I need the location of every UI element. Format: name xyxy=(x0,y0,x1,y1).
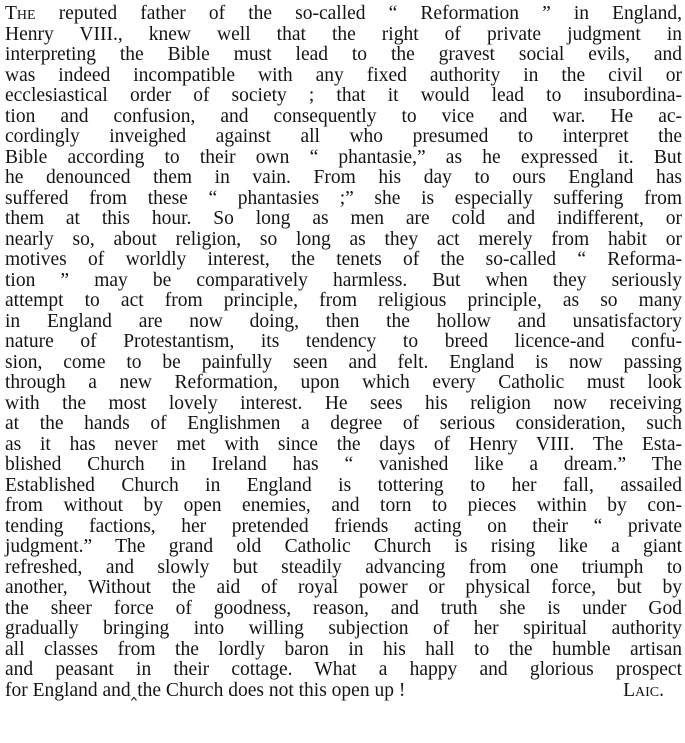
text-line: with the most lovely interest. He sees his religion now receiving xyxy=(5,392,682,414)
text-line xyxy=(5,4,682,25)
closing-text: for England and‸the Church does not this open up ! xyxy=(5,679,406,701)
text-line-content: reputed father of the so-called “ Reformation ” in England, xyxy=(35,3,682,24)
letter-body xyxy=(5,4,682,701)
text-line: gradually bringing into willing subjection of her spiritual authority xyxy=(5,618,682,639)
text-line: judgment.” The grand old Catholic Church is rising like a giant xyxy=(5,536,682,557)
text-line: tending factions, her pretended friends acting on their “ private xyxy=(5,515,682,537)
text-line: suffered from these “ phantasies ;” she is especially suffering from xyxy=(5,187,682,209)
text-line: at the hands of Englishmen a degree of serious consideration, such xyxy=(5,413,682,434)
text-line: through a new Reformation, upon which every Catholic must look xyxy=(5,372,682,393)
text-line: he denounced them in vain. From his day to ours England has xyxy=(5,167,682,188)
text-line: sion, come to be painfully seen and felt. England is now passing xyxy=(5,351,682,373)
text-line: refreshed, and slowly but steadily advancing from one triumph to xyxy=(5,556,682,578)
text-line: motives of worldly interest, the tenets of the so-called “ Reforma- xyxy=(5,249,682,270)
text-line: them at this hour. So long as men are cold and indifferent, or xyxy=(5,208,682,229)
signature: Laic. xyxy=(623,679,664,701)
text-line: nature of Protestantism, its tendency to breed licence-and confu- xyxy=(5,331,682,352)
text-line: tion and confusion, and consequently to vice and war. He ac- xyxy=(5,105,682,127)
text-line: the sheer force of goodness, reason, and truth she is under God xyxy=(5,597,682,619)
text-line: as it has never met with since the days of Henry VIII. The Esta- xyxy=(5,433,682,455)
text-line: from without by open enemies, and torn to pieces within by con- xyxy=(5,495,682,516)
text-line: Bible according to their own “ phantasie,” as he expressed it. But xyxy=(5,146,682,168)
text-line: and peasant in their cottage. What a happy and glorious prospect xyxy=(5,659,682,680)
closing-line xyxy=(5,681,682,702)
text-line: another, Without the aid of royal power or physical force, but by xyxy=(5,577,682,598)
text-line: attempt to act from principle, from religious principle, as so many xyxy=(5,290,682,311)
text-line: nearly so, about religion, so long as they act merely from habit or xyxy=(5,228,682,250)
text-line: Established Church in England is tottering to her fall, assailed xyxy=(5,474,682,496)
text-line: tion ” may be comparatively harmless. But when they seriously xyxy=(5,269,682,291)
text-line: interpreting the Bible must lead to the gravest social evils, and xyxy=(5,44,682,65)
text-line: blished Church in Ireland has “ vanished like a dream.” The xyxy=(5,454,682,475)
text-line: was indeed incompatible with any fixed authority in the civil or xyxy=(5,64,682,86)
text-line: cordingly inveighed against all who presumed to interpret the xyxy=(5,126,682,147)
text-line: ecclesiastical order of society ; that it would lead to insubordina- xyxy=(5,85,682,106)
text-line: Henry VIII., knew well that the right of private judgment in xyxy=(5,23,682,45)
text-line: in England are now doing, then the hollow and unsatisfactory xyxy=(5,310,682,332)
lead-word: The xyxy=(5,3,36,24)
text-line: all classes from the lordly baron in his hall to the humble artisan xyxy=(5,638,682,660)
